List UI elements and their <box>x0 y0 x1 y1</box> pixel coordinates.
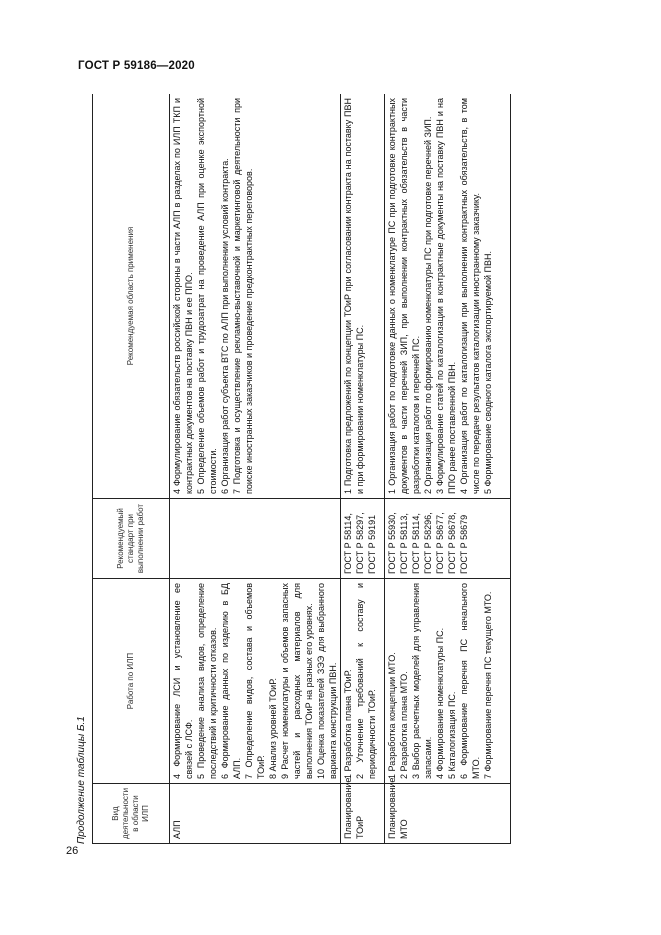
cell-works-line: 4 Формирование номенклатуры ПС. <box>435 627 445 779</box>
cell-works-line: 6 Формирование данных по изделию в БД АЛП. <box>220 583 242 779</box>
table-row <box>341 94 385 844</box>
col-header-works: Работа по ИЛП <box>93 579 170 784</box>
cell-activity: АЛП <box>170 784 341 844</box>
cell-works-line: 4 Формирование ЛСИ и установление ее связей с ЛСФ. <box>172 583 194 779</box>
table-caption: Продолжение таблицы Б.1 <box>76 716 87 844</box>
cell-works-line: 5 Каталогизация ПС. <box>447 691 457 779</box>
cell-works-line: 6 Формирование перечня ПС начального МТО. <box>459 583 481 779</box>
rotated-table-area <box>74 94 574 844</box>
cell-standards <box>341 499 385 579</box>
page-number: 26 <box>66 845 79 857</box>
cell-application-line: 4 Организация работ по каталогизации при выполнении контрактных обязательств, в том числе по передаче результатов каталогизации иностранному заказчику. <box>459 98 481 494</box>
col-header-standard: Рекомендуемый стандарт при выполнении работ <box>93 499 170 579</box>
table-row <box>385 94 511 844</box>
cell-application-line: 6 Организация работ субъекта ВТС по АЛП при выполнении условий контракта. <box>220 158 230 494</box>
cell-works-line: 1 Разработка концепции МТО. <box>387 652 397 779</box>
cell-activity: Планирование МТО <box>385 784 511 844</box>
cell-standards-line: ГОСТ Р 58677, <box>435 512 445 574</box>
cell-works-line: 2 Уточнение требований к составу и периодичности ТОиР. <box>355 583 377 779</box>
cell-standards-line: ГОСТ Р 58679 <box>459 514 469 574</box>
cell-works-line: 3 Выбор расчетных моделей для управления запасами. <box>411 583 433 779</box>
table-row <box>170 94 341 844</box>
cell-standards-line: ГОСТ Р 58297, <box>355 512 365 574</box>
cell-standards-line: ГОСТ Р 58296, <box>423 512 433 574</box>
cell-works <box>341 579 385 784</box>
cell-standards-line: ГОСТ Р 55930, <box>387 512 397 574</box>
cell-application-line: 2 Организация работ по формированию номенклатуры ПС при подготовке перечней ЗИП. <box>423 116 433 494</box>
cell-works-line: 5 Проведение анализа видов, определение последствий и критичности отказов. <box>196 583 218 779</box>
cell-standards-line: ГОСТ Р 58114, <box>411 513 421 574</box>
cell-standards-line: ГОСТ Р 58114, <box>343 513 353 574</box>
cell-application-line: 1 Подготовка предложений по концепции ТОиР при согласовании контракта на поставку ПВН и при формировании номенклатуры ПС. <box>343 98 365 494</box>
col-header-activity: Вид деятельности в области ИЛП <box>93 784 170 844</box>
data-table <box>92 94 511 844</box>
cell-works-line: 1 Разработка плана ТОиР. <box>343 669 353 779</box>
cell-application-line: 5 Определение объемов работ и трудозатрат на проведение АЛП при оценке экспортной стоимости. <box>196 98 218 494</box>
cell-works <box>170 579 341 784</box>
cell-application <box>170 94 341 499</box>
cell-works-line: 2 Разработка плана МТО. <box>399 671 409 779</box>
cell-application-line: 1 Организация работ по подготовке данных о номенклатуре ПС при подготовке контрактных документов в части перечней ЗИП, при выполнении контрактных обязательств в части разработки каталогов и перечней ПС. <box>387 98 421 494</box>
cell-application <box>341 94 385 499</box>
cell-works-line: 8 Анализ уровней ТОиР. <box>268 677 278 779</box>
cell-standards-line: ГОСТ Р 59191 <box>367 514 377 574</box>
cell-works-line: 9 Расчет номенклатуры и объемов запасных частей и расходных материалов для выполнения ТОиР на разных его уровнях. <box>280 583 314 779</box>
cell-standards <box>170 499 341 579</box>
document-header: ГОСТ Р 59186—2020 <box>78 60 195 72</box>
cell-works-line: 7 Определение видов, состава и объемов ТОиР. <box>244 583 266 779</box>
cell-standards-line: ГОСТ Р 58678, <box>447 512 457 574</box>
col-header-application: Рекомендуемая область применения <box>93 94 170 499</box>
cell-application-line: 7 Подготовка и осуществление рекламно-выставочной и маркетинговой деятельности при поиске иностранных заказчиков и проведение предконтрактных переговоров. <box>232 98 254 494</box>
cell-works-line: 7 Формирование перечня ПС текущего МТО. <box>483 591 493 779</box>
cell-application-line: 5 Формирование сводного каталога экспортируемой ПВН. <box>483 251 493 494</box>
cell-standards <box>385 499 511 579</box>
cell-standards-line: ГОСТ Р 58113, <box>399 513 409 574</box>
cell-application-line: 4 Формулирование обязательств российской стороны в части АЛП в разделах по ИЛП ТКП и контрактных документов на поставку ПВН и ее ППО. <box>172 98 194 494</box>
table-header-row <box>93 94 170 844</box>
cell-works-line: 10 Оценка показателей ЗЭЭ для выбранного варианта конструкции ПВН. <box>316 583 338 779</box>
cell-activity: Планирование ТОиР <box>341 784 385 844</box>
cell-application <box>385 94 511 499</box>
cell-works <box>385 579 511 784</box>
cell-application-line: 3 Формулирование статей по каталогизации в контрактные документы на поставку ПВН и на ППО ранее поставленной ПВН. <box>435 98 457 494</box>
